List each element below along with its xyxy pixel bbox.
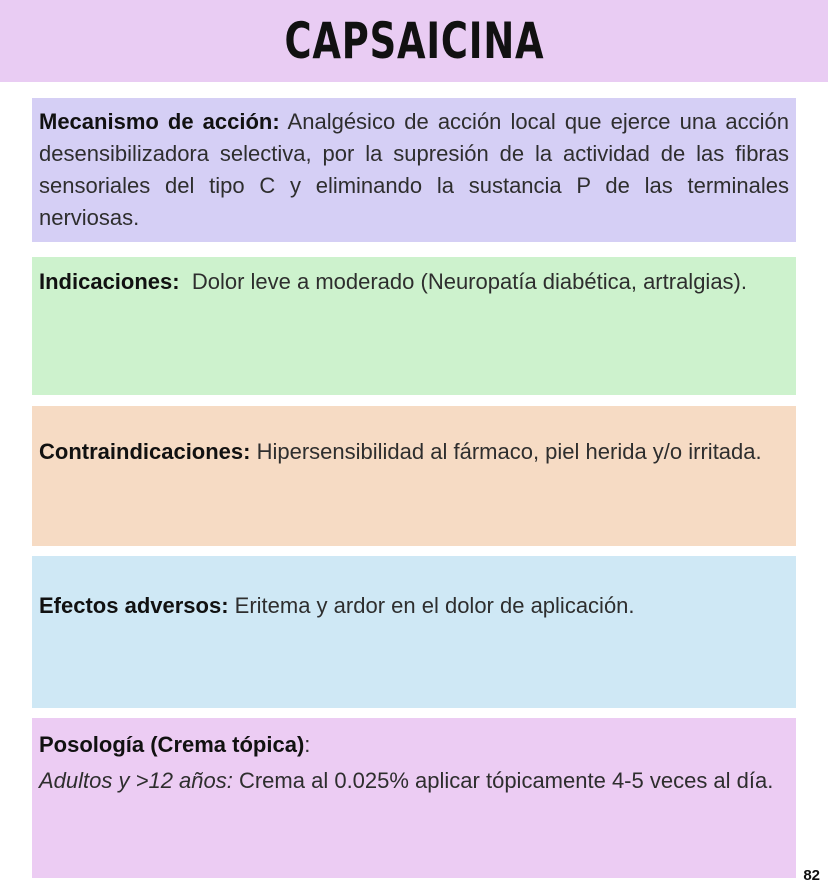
posologia-body <box>39 763 789 799</box>
efectos-text: Eritema y ardor en el dolor de aplicación. <box>228 593 635 618</box>
indicaciones-section <box>32 257 796 395</box>
efectos-label: Efectos adversos: <box>39 593 229 618</box>
posologia-colon: : <box>304 732 311 757</box>
title-banner <box>0 0 828 82</box>
posologia-heading <box>39 727 789 763</box>
indicaciones-text: Dolor leve a moderado (Neuropatía diabética, artralgias). <box>179 269 747 294</box>
posologia-label: Posología (Crema tópica) <box>39 732 305 757</box>
indicaciones-label: Indicaciones: <box>39 269 180 294</box>
efectos-section <box>32 556 796 708</box>
page-title: CAPSAICINA <box>284 12 544 70</box>
mecanismo-label: Mecanismo de acción: <box>39 109 280 134</box>
mecanismo-text: Analgésico de acción local que ejerce una acción desensibilizadora selectiva, por la supresión de la actividad de las fibras sensoriales del tipo C y eliminando la sustancia P de las terminales nerviosas. <box>39 109 789 230</box>
contraindicaciones-label: Contraindicaciones: <box>39 439 251 464</box>
mecanismo-section <box>32 98 796 242</box>
page-number: 82 <box>803 867 820 884</box>
posologia-text: Crema al 0.025% aplicar tópicamente 4-5 veces al día. <box>232 768 774 793</box>
contraindicaciones-section <box>32 406 796 546</box>
posologia-italic: Adultos y >12 años: <box>39 768 233 793</box>
contraindicaciones-text: Hipersensibilidad al fármaco, piel herida y/o irritada. <box>250 439 762 464</box>
posologia-section <box>32 718 796 878</box>
